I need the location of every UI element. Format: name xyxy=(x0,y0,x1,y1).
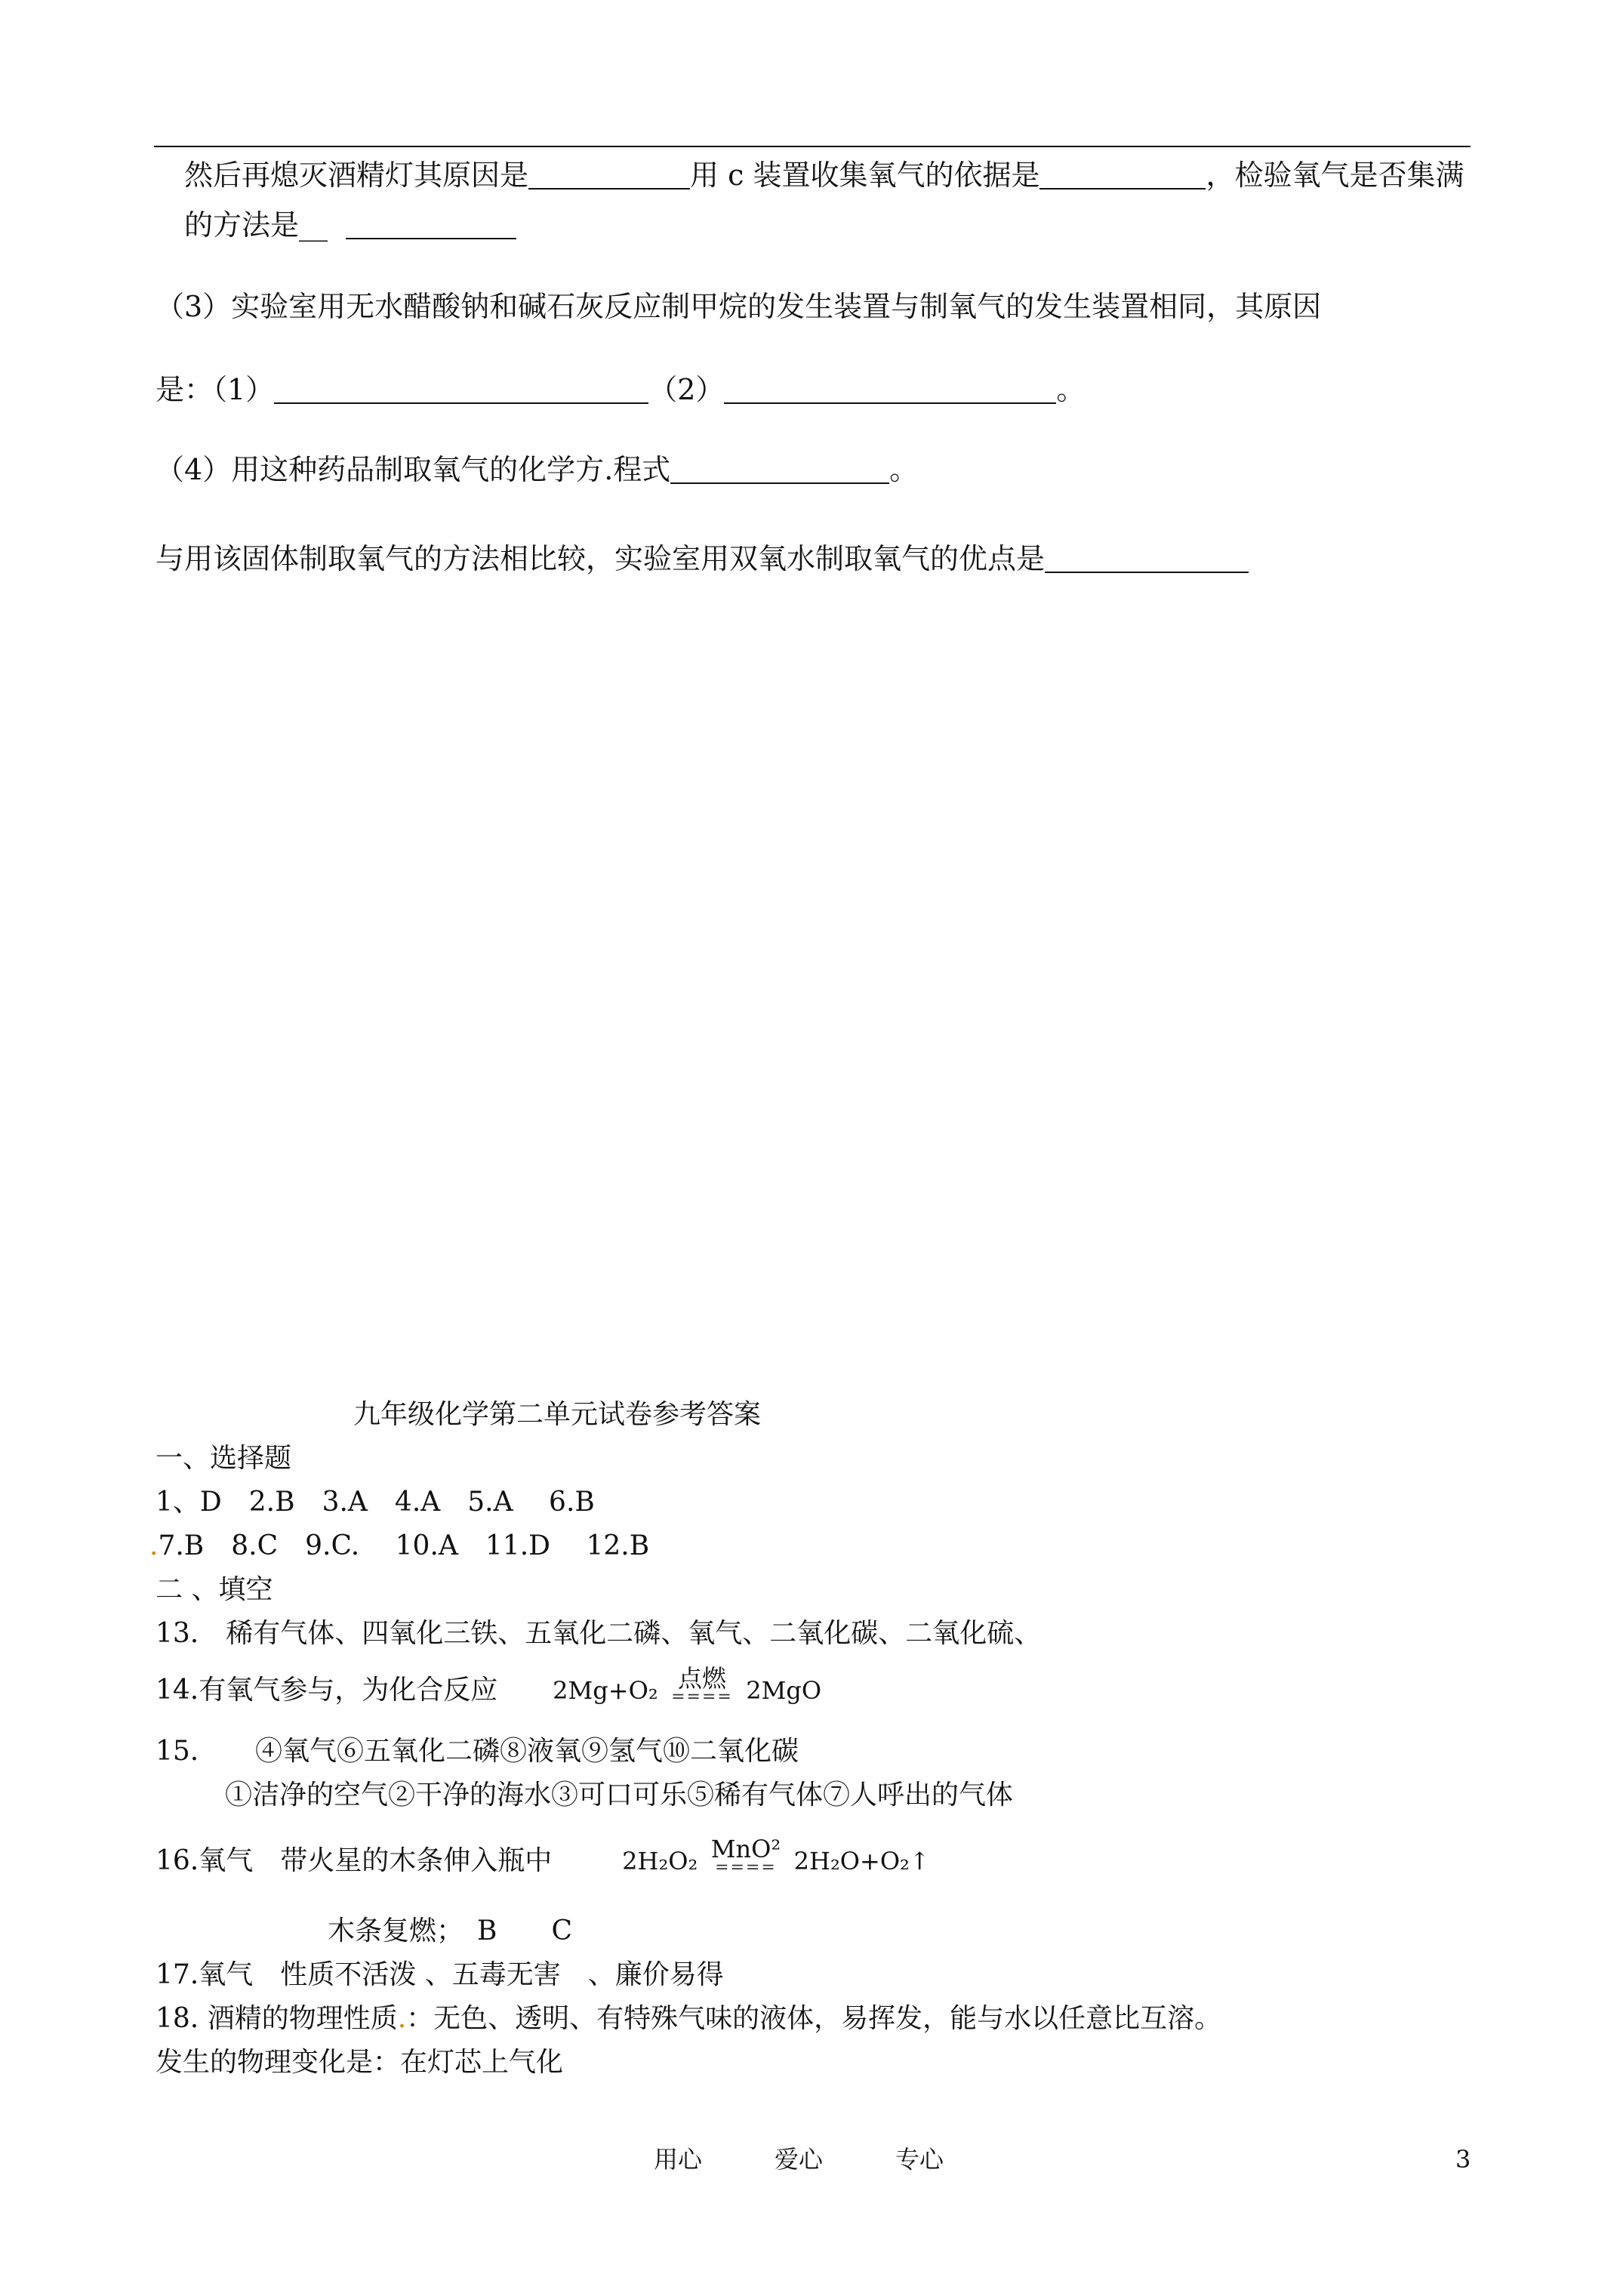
answer-blank[interactable] xyxy=(274,375,648,404)
choice-answers-row2 xyxy=(149,1530,649,1563)
q2-text-b: 用 c 装置收集氧气的依据是 xyxy=(690,159,1040,192)
answer-blank[interactable] xyxy=(528,161,690,190)
stray-dot: . xyxy=(604,453,614,486)
stray-dot: . xyxy=(149,1530,159,1561)
reaction-condition xyxy=(710,1835,781,1877)
answer-18-line2: 发生的物理变化是：在灯芯上气化 xyxy=(156,2047,564,2078)
header-rule xyxy=(154,146,1471,147)
catalyst-text: MnO² xyxy=(710,1835,781,1863)
answer-blank[interactable] xyxy=(1039,161,1206,190)
q3-text-b: （2） xyxy=(648,373,725,406)
q3-text-c: 。 xyxy=(1056,373,1086,406)
q2-text-a: 然后再熄灭酒精灯其原因是 xyxy=(184,159,529,192)
answer-blank[interactable] xyxy=(724,375,1056,404)
equation-reactants: 2Mg+O₂ xyxy=(553,1676,658,1705)
answer-blank[interactable] xyxy=(346,211,516,239)
reaction-condition xyxy=(671,1664,733,1706)
answer-blank[interactable] xyxy=(1045,544,1249,573)
answer-18-text-a: 18. 酒精的物理性质 xyxy=(156,2003,398,2034)
answer-15-number: 15. xyxy=(156,1736,199,1767)
section-heading-fill: 二 、填空 xyxy=(156,1574,273,1605)
q4-text-d: 与用该固体制取氧气的方法相比较，实验室用双氧水制取氧气的优点是 xyxy=(156,542,1046,575)
q4-text-b: 程式 xyxy=(613,453,671,486)
equation-products: 2H₂O+O₂↑ xyxy=(793,1847,930,1875)
answer-18-text-b: ：无色、透明、有特殊气味的液体，易挥发，能与水以任意比互溶。 xyxy=(406,2003,1222,2034)
answer-14-text: 14.有氧气参与，为化合反应 xyxy=(156,1675,498,1706)
answer-16-line2: 木条复燃； B C xyxy=(328,1915,573,1946)
equation-reactants: 2H₂O₂ xyxy=(622,1847,698,1875)
answer-15-line1: ④氧气⑥五氧化二磷⑧液氧⑨氢气⑩二氧化碳 xyxy=(255,1736,799,1767)
choice-answers-row1: 1、D 2.B 3.A 4.A 5.A 6.B xyxy=(156,1487,595,1518)
q3-line2 xyxy=(156,373,1085,406)
equation-products: 2MgO xyxy=(746,1676,822,1705)
footer-slogan: 用心 爱心 专心 xyxy=(654,2145,944,2174)
answer-18 xyxy=(156,2002,1221,2036)
q4-text-c: 。 xyxy=(889,453,919,486)
answer-15-line2: ①洁净的空气②干净的海水③可口可乐⑤稀有气体⑦人呼出的气体 xyxy=(225,1780,1014,1811)
answer-16 xyxy=(156,1835,930,1880)
answer-key-title: 九年级化学第二单元试卷参考答案 xyxy=(353,1399,762,1430)
answer-16-text: 16.氧气 带火星的木条伸入瓶中 xyxy=(156,1845,553,1876)
page-number: 3 xyxy=(1455,2145,1471,2174)
answer-14 xyxy=(156,1664,822,1709)
q2-line2 xyxy=(184,208,516,242)
q2-line1 xyxy=(184,159,1464,192)
condition-text: 点燃 xyxy=(677,1664,726,1693)
equals-sign: ==== xyxy=(715,1858,777,1877)
q2-text-c: ，检验氧气是否集满 xyxy=(1206,159,1464,192)
equals-sign: ==== xyxy=(671,1687,733,1706)
answer-13: 13. 稀有气体、四氧化三铁、五氧化二磷、氧气、二氧化碳、二氧化硫、 xyxy=(156,1618,1042,1649)
section-heading-choice: 一、选择题 xyxy=(156,1443,292,1474)
q4-text-a: （4）用这种药品制取氧气的化学方 xyxy=(156,453,605,486)
answer-blank[interactable] xyxy=(670,455,889,484)
q4-line1 xyxy=(156,453,918,486)
q4-line2 xyxy=(156,542,1249,575)
answer-17: 17.氧气 性质不活泼 、五毒无害 、廉价易得 xyxy=(156,1959,724,1990)
q3-text-a: 是：（1） xyxy=(156,373,275,406)
stray-dot: . xyxy=(397,2003,407,2034)
choice-answers-row2-text: 7.B 8.C 9.C. 10.A 11.D 12.B xyxy=(158,1530,650,1561)
q3-line1: （3）实验室用无水醋酸钠和碱石灰反应制甲烷的发生装置与制氧气的发生装置相同，其原因 xyxy=(156,290,1322,323)
q2-text-d: 的方法是__ xyxy=(184,208,328,242)
